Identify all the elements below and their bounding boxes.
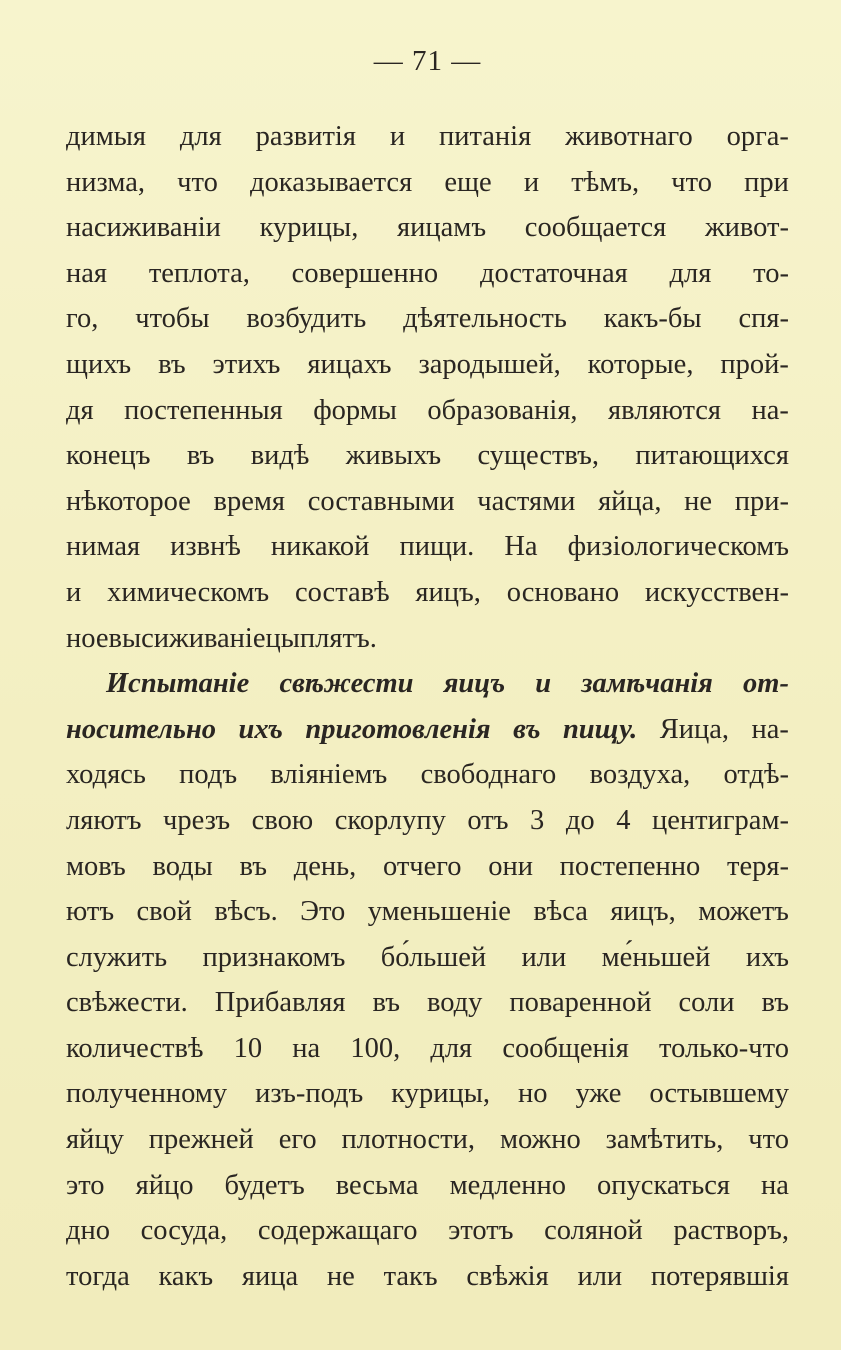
word: для	[430, 1032, 473, 1064]
word: курицы,	[391, 1078, 491, 1110]
word: образованія,	[427, 394, 578, 426]
word: достаточная	[479, 257, 628, 289]
word: соли	[678, 987, 735, 1019]
word: спя-	[738, 303, 789, 335]
word: существъ,	[477, 440, 600, 472]
word: доказывается	[250, 166, 413, 198]
text-line	[66, 251, 789, 297]
word: на	[761, 1169, 789, 1201]
word: 10	[233, 1032, 263, 1064]
word: для	[669, 257, 712, 289]
word: приготовленія	[305, 713, 491, 745]
word: прежней	[148, 1124, 254, 1156]
text-line	[66, 935, 789, 981]
word: дно	[66, 1215, 111, 1247]
word: въ	[158, 348, 186, 380]
word: яицамъ	[397, 212, 487, 244]
word: для	[179, 121, 222, 152]
word: какъ	[158, 1260, 214, 1292]
text-line	[66, 707, 789, 753]
word: воду	[426, 987, 483, 1019]
word: уже	[575, 1078, 622, 1110]
word: дя	[66, 394, 94, 426]
word: количествѣ	[66, 1032, 204, 1064]
word: яицъ,	[415, 576, 481, 608]
word: какъ-бы	[603, 303, 702, 335]
word: пищу.	[562, 713, 638, 745]
word: нимая	[66, 531, 141, 563]
word: плотности,	[341, 1124, 476, 1156]
word: теплота,	[148, 257, 250, 289]
word: до	[565, 804, 595, 836]
word: служить	[66, 941, 168, 973]
word: замѣтить,	[605, 1124, 724, 1156]
word: чтобы	[135, 303, 210, 335]
word: свѣжія	[466, 1260, 549, 1292]
word: отъ	[467, 804, 509, 836]
word: 100,	[350, 1032, 401, 1064]
word: что	[671, 166, 712, 198]
word: живыхъ	[345, 440, 442, 472]
word: 4	[616, 804, 631, 836]
word: изъ-подъ	[255, 1078, 364, 1110]
page-number: — 71 —	[373, 45, 482, 77]
word: скорлупу	[334, 804, 446, 836]
word: въ	[186, 440, 215, 472]
text-line	[66, 479, 789, 525]
word: то-	[753, 257, 789, 289]
text-line	[66, 752, 789, 798]
word: составными	[307, 485, 455, 517]
word: развитія	[255, 121, 356, 152]
text-line	[66, 388, 789, 434]
word: носительно	[66, 713, 217, 745]
text-line	[66, 433, 789, 479]
word: формы	[313, 394, 397, 426]
text-body	[66, 114, 789, 1299]
word: свѣжести	[279, 668, 414, 700]
word: отчего	[382, 850, 462, 882]
word: опускаться	[597, 1169, 730, 1201]
word: ное	[66, 622, 109, 654]
word: свѣжести.	[66, 987, 188, 1019]
word: что	[177, 166, 218, 198]
word: ютъ	[66, 896, 115, 928]
word: животнаго	[565, 121, 693, 152]
word: димыя	[66, 121, 147, 152]
word: яйца,	[598, 485, 662, 517]
word: вліяніемъ	[270, 759, 388, 791]
word: свой	[136, 896, 192, 928]
word: но	[518, 1078, 548, 1110]
word: Яица,	[659, 713, 730, 745]
word: въ	[239, 850, 268, 882]
word: видѣ	[250, 440, 310, 472]
word: высиживаніе	[108, 622, 266, 654]
text-line	[66, 844, 789, 890]
text-line	[66, 1026, 789, 1072]
word: вѣсъ.	[214, 896, 278, 928]
word: Испытаніе	[106, 668, 250, 700]
word: Это	[300, 896, 346, 928]
word: Прибавляя	[214, 987, 346, 1019]
word: они	[488, 850, 533, 882]
word: постепенно	[559, 850, 701, 882]
word: признакомъ	[202, 941, 346, 973]
text-line	[66, 205, 789, 251]
word: цыплятъ.	[265, 622, 377, 654]
word: центиграм-	[652, 804, 789, 836]
word: 3	[530, 804, 545, 836]
word: замѣчанія	[581, 668, 713, 700]
word: постепенныя	[124, 394, 283, 426]
word: являются	[608, 394, 722, 426]
word: яйцо	[135, 1169, 194, 1201]
word: яицъ	[443, 668, 506, 700]
word: прой-	[720, 348, 789, 380]
word: питающихся	[635, 440, 789, 472]
word: поваренной	[509, 987, 652, 1019]
word: это	[66, 1169, 105, 1201]
word: извнѣ	[170, 531, 241, 563]
text-line	[66, 1071, 789, 1117]
word: ихъ	[745, 941, 789, 973]
word: го,	[66, 303, 99, 335]
text-line	[66, 798, 789, 844]
word: совершенно	[291, 257, 439, 289]
word: сосуда,	[140, 1215, 228, 1247]
word: яица	[241, 1260, 299, 1292]
word: будетъ	[224, 1169, 305, 1201]
word: ная	[66, 257, 108, 289]
word: пищи.	[399, 531, 475, 563]
text-line	[66, 296, 789, 342]
word: не	[326, 1260, 355, 1292]
word: химическомъ	[107, 576, 270, 608]
word: искусствен-	[644, 576, 789, 608]
word: при-	[734, 485, 789, 517]
word: ме́ньшей	[601, 941, 711, 973]
word: день,	[293, 850, 357, 882]
word: никакой	[270, 531, 370, 563]
word: только-что	[658, 1032, 789, 1064]
word: его	[278, 1124, 317, 1156]
word: уменьшеніе	[367, 896, 511, 928]
text-line	[66, 616, 789, 662]
word: курицы,	[259, 212, 359, 244]
word: соляной	[544, 1215, 643, 1247]
word: зародышей,	[418, 348, 561, 380]
word: насиживаніи	[66, 212, 221, 244]
word: можно	[499, 1124, 581, 1156]
word: этихъ	[212, 348, 281, 380]
word: от-	[743, 668, 789, 700]
word: низма,	[66, 166, 145, 198]
word: въ	[513, 713, 541, 745]
text-line	[66, 1163, 789, 1209]
text-line	[66, 524, 789, 570]
word: воздуха,	[589, 759, 691, 791]
word: растворъ,	[673, 1215, 789, 1247]
word: воды	[152, 850, 213, 882]
text-line	[66, 1208, 789, 1254]
word: составѣ	[294, 576, 390, 608]
word: тѣмъ,	[571, 166, 640, 198]
word: ходясь	[66, 759, 146, 791]
text-line	[66, 570, 789, 616]
text-line	[66, 661, 789, 707]
word: орга-	[726, 121, 789, 152]
word: полученному	[66, 1078, 228, 1110]
word: сообщается	[524, 212, 667, 244]
word: бо́льшей	[380, 941, 487, 973]
word: сообщенія	[502, 1032, 629, 1064]
word: остывшему	[649, 1078, 789, 1110]
word: на-	[751, 394, 789, 426]
word: отдѣ-	[723, 759, 789, 791]
word: не	[684, 485, 713, 517]
word: питанія	[438, 121, 532, 152]
word: вѣса	[533, 896, 588, 928]
word: потерявшія	[650, 1260, 789, 1292]
word: содержащаго	[257, 1215, 418, 1247]
word: на	[292, 1032, 321, 1064]
word: свою	[251, 804, 314, 836]
word: свободнаго	[420, 759, 557, 791]
text-line	[66, 114, 789, 160]
word: тогда	[66, 1260, 130, 1292]
word: подъ	[179, 759, 238, 791]
word: щихъ	[66, 348, 132, 380]
word: и	[389, 121, 406, 152]
word: мовъ	[66, 850, 126, 882]
word: въ	[372, 987, 400, 1019]
word: ляютъ	[66, 804, 142, 836]
word: которые,	[587, 348, 694, 380]
text-line	[66, 160, 789, 206]
word: возбудить	[246, 303, 367, 335]
word: физіологическомъ	[567, 531, 789, 563]
word: время	[213, 485, 286, 517]
word: дѣятельность	[403, 303, 567, 335]
word: яицъ,	[610, 896, 676, 928]
word: частями	[477, 485, 576, 517]
word: такъ	[383, 1260, 438, 1292]
text-line	[66, 1117, 789, 1163]
word: что	[748, 1124, 789, 1156]
word: весьма	[335, 1169, 419, 1201]
word: теря-	[727, 850, 789, 882]
word: ихъ	[238, 713, 283, 745]
word: въ	[761, 987, 789, 1019]
text-line	[66, 980, 789, 1026]
word: или	[577, 1260, 623, 1292]
text-line	[66, 1254, 789, 1300]
word: нѣкоторое	[66, 485, 191, 517]
word: яицахъ	[307, 348, 392, 380]
word: на-	[751, 713, 789, 745]
word: и	[523, 166, 540, 198]
word: или	[521, 941, 567, 973]
word: На	[504, 531, 538, 563]
word: еще	[444, 166, 492, 198]
word: чрезъ	[163, 804, 231, 836]
word: и	[66, 576, 82, 608]
word: этотъ	[448, 1215, 514, 1247]
word: яйцу	[66, 1124, 124, 1156]
word: конецъ	[66, 440, 151, 472]
word: живот-	[704, 212, 789, 244]
text-line	[66, 889, 789, 935]
word: можетъ	[698, 896, 789, 928]
word: при	[744, 166, 789, 198]
word: основано	[506, 576, 620, 608]
word: и	[535, 668, 552, 700]
text-line	[66, 342, 789, 388]
word: медленно	[449, 1169, 567, 1201]
